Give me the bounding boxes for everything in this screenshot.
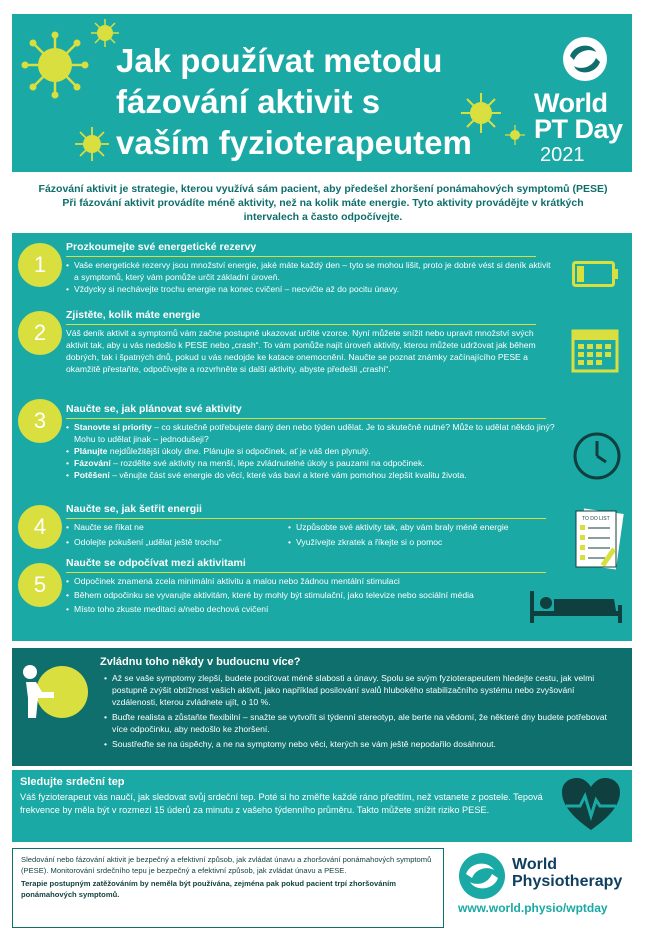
todo-list-icon: [572, 507, 624, 571]
step-number: 5: [18, 563, 62, 607]
heart-heading: Sledujte srdeční tep: [20, 776, 125, 788]
step-bullet: [66, 445, 566, 457]
bullet-text: – co skutečně potřebujete daný den nebo týden udělat. Je to skutečně nutné? Může to udělat někdo jiný? Mohu to udělat jinak – jednodušeji?: [74, 422, 555, 444]
step-bullet: [66, 469, 566, 481]
intro-line: Při fázování aktivit provádíte méně aktivity, než na kolik máte energie. Tyto aktivity provádějte v krátkých: [62, 197, 584, 209]
header-banner: [12, 14, 632, 172]
heart-rate-panel: [12, 770, 632, 842]
footer-warning-text: Terapie postupným zatěžováním by neměla být používána, zejména pak pokud pacient trpí zhoršováním ponámahových symptomů.: [21, 879, 396, 899]
future-bullet: • Až se vaše symptomy zlepší, budete pociťovat méně slabosti a únavy. Spolu se svým fyzioterapeutem hledejte cestu, jak velmi postupně zvýšit obtížnost vašich aktivit, jako například posilování svalů hlubokého stabilizačního systému nebo zvyšování vzdálenosti, kterou zvládnete ujít, o 10 %.: [104, 672, 619, 708]
intro-line: intervalech a často odpočívejte.: [243, 211, 403, 223]
future-heading: Zvládnu toho někdy v budoucnu více?: [100, 656, 301, 668]
bed-rest-icon: [528, 585, 624, 625]
step-heading: Naučte se, jak šetřit energii: [66, 503, 546, 519]
step-bullet: • Odpočinek znamená zcela minimální aktivitu a malou nebo žádnou mentální stimulaci: [66, 575, 506, 587]
step-body: [288, 521, 568, 548]
step-bullet: • Vždycky si nechávejte trochu energie na konec cvičení – necvičte až do pocitu únavy.: [66, 283, 552, 295]
step-number: 3: [18, 399, 62, 443]
title-line: Jak používat metodu: [116, 42, 443, 79]
steps-panel: [12, 233, 632, 641]
step-body: Váš deník aktivit a symptomů vám začne postupně ukazovat určité vzorce. Nyní můžete snížit nebo upravit množství svých aktivit tak, aby u vás nedošlo k PESE nebo „crash“. To vám pomůže najít úroveň aktivity, kterou můžete udržovat jak během dobrých, tak i špatných dnů, pokud u vás nedojde ke katace onemocnění. Naučte se poznat známky začínajícího PESE a okamžitě přestaňte, odpočívejte a rozvrhněte si další aktivity, abyste předešli „crashi“.: [66, 328, 536, 374]
bullet-text: – rozdělte své aktivity na menší, lépe zvládnutelné úkoly s pauzami na odpočinek.: [110, 458, 425, 468]
virus-icon: [20, 30, 90, 100]
future-bullet: • Soustřeďte se na úspěchy, a ne na symptomy nebo věci, kterých se vám ještě nepodařilo dosáhnout.: [104, 738, 619, 750]
step-bullet: • Během odpočinku se vyvarujte aktivitám, které by mohly být stimulační, jako televize nebo sociální média: [66, 589, 506, 601]
calendar-icon: [570, 325, 620, 375]
bullet-bold: Potěšení: [74, 470, 110, 480]
step-bullet: • Využívejte zkratek a říkejte si o pomoc: [288, 536, 568, 548]
page-title: [116, 40, 516, 163]
heart-body: Váš fyzioterapeut vás naučí, jak sledovat svůj srdeční tep. Poté si ho změřte každé ráno předtím, než vstanete z postele. Tepová frekvence by měla být v rozmezí 15 úderů za minutu z vašeho týdenního průměru. Takto můžete snížit riziko PESE.: [20, 792, 543, 815]
title-line: vaším fyzioterapeutem: [116, 124, 472, 161]
world-pt-day-logo-icon: [537, 36, 632, 82]
logo-line: World: [512, 856, 558, 873]
step-bullet: • Odolejte pokušení „udělat ještě trochu“: [66, 536, 286, 548]
step-bullet: • Naučte se říkat ne: [66, 521, 286, 533]
website-link[interactable]: www.world.physio/wptday: [458, 901, 608, 915]
bullet-bold: Plánujte: [74, 446, 108, 456]
step-heading: Prozkoumejte své energetické rezervy: [66, 241, 536, 257]
person-pushing-icon: [22, 658, 92, 728]
brand-year: 2021: [540, 144, 585, 166]
bullet-text: – věnujte část své energie do věcí, které vás baví a které vám pomohou zlepšit kvalitu života.: [109, 470, 467, 480]
low-battery-icon: [572, 261, 620, 287]
logo-line: Physiotherapy: [512, 873, 623, 890]
step-number: 1: [18, 243, 62, 287]
bullet-bold: Stanovte si priority: [74, 422, 152, 432]
step-bullet: [66, 421, 566, 445]
brand-line: World: [534, 88, 608, 118]
step-body: [66, 521, 286, 548]
intro-line: Fázování aktivit je strategie, kterou využívá sám pacient, aby předešel zhoršení ponámahových symptomů (PESE): [38, 183, 608, 195]
footer-text: Sledování nebo fázování aktivit je bezpečný a efektivní způsob, jak zvládat únavu a zhoršování ponámahových symptomů (PESE). Monitorování srdečního tepu je bezpečný a efektivní způsob, jak zvládat únavu a PESE.: [21, 855, 432, 875]
step-bullet: [66, 457, 566, 469]
virus-icon: [72, 124, 112, 164]
footer-warning: [21, 879, 435, 900]
step-bullet: • Uzpůsobte své aktivity tak, aby vám braly méně energie: [288, 521, 568, 533]
intro-text: [18, 182, 628, 224]
step-heading: Naučte se odpočívat mezi aktivitami: [66, 557, 546, 573]
step-bullet: • Vaše energetické rezervy jsou množství energie, jaké máte každý den – tyto se mohou lišit, proto je dobré vést si deník aktivit a symptomů, který vám pomůže určit základní úroveň.: [66, 259, 552, 283]
world-physiotherapy-logo-icon: [458, 852, 506, 900]
bullet-text: nejdůležitější úkoly dne. Plánujte si odpočinek, ať je váš den plynulý.: [107, 446, 371, 456]
step-number: 4: [18, 505, 62, 549]
clock-icon: [572, 431, 622, 481]
future-body: [104, 672, 619, 753]
step-number: 2: [18, 311, 62, 355]
heartbeat-icon: [560, 776, 622, 834]
future-bullet: • Buďte realista a zůstaňte flexibilní – snažte se vytvořit si týdenní stereotyp, ale berte na vědomí, že některé dny budete potřebovat více odpočinku, aby nedošlo ke zhoršení.: [104, 711, 619, 735]
step-heading: Naučte se, jak plánovat své aktivity: [66, 403, 546, 419]
step-body: [66, 421, 566, 481]
step-body: [66, 575, 506, 615]
step-body: [66, 259, 552, 295]
bullet-bold: Fázování: [74, 458, 111, 468]
footer-note: [12, 848, 444, 928]
brand-line: PT Day: [534, 114, 623, 144]
brand-name: [534, 90, 623, 142]
world-physiotherapy-name: [512, 856, 622, 890]
step-bullet: • Místo toho zkuste meditaci a/nebo dechová cvičení: [66, 603, 506, 615]
todo-label: TO DO LIST: [582, 516, 610, 522]
step-heading: Zjistěte, kolik máte energie: [66, 309, 536, 325]
future-panel: [12, 648, 632, 766]
title-line: fázování aktivit s: [116, 83, 381, 120]
